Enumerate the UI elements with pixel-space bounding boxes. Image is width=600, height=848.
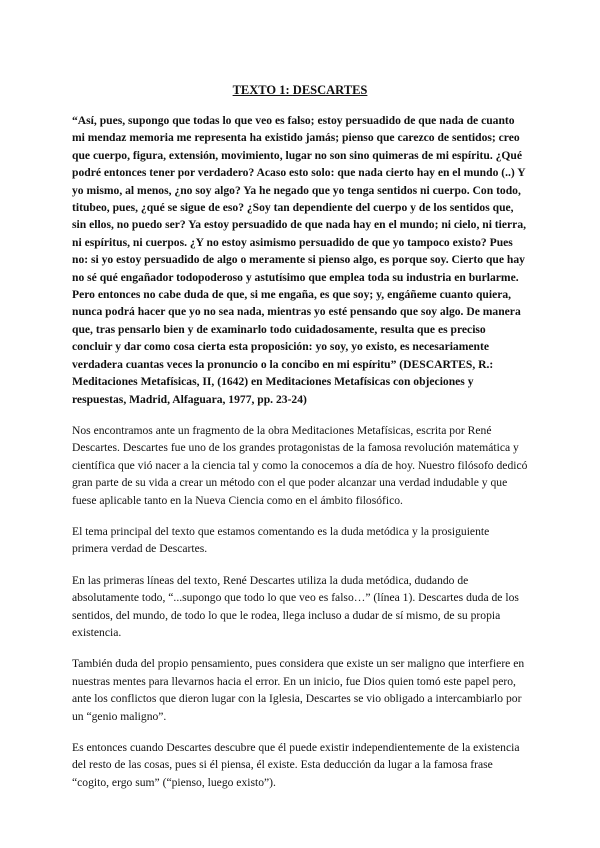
descartes-quote: “Así, pues, supongo que todas lo que veo es falso; estoy persuadido de que nada de cuanto mi mendaz memoria me representa ha existido jamás; pienso que carezco de sentidos; creo que cuerpo, figura, extensión, movimiento, lugar no son sino quimeras de mi espíritu. ¿Qué podré entonces tener por verdadero? Acaso esto solo: que nada cierto hay en el mundo (..) Y yo mismo, al menos, ¿no soy algo? Ya he negado que yo tenga sentidos ni cuerpo. Con todo, titubeo, pues, ¿qué se sigue de eso? ¿Soy tan dependiente del cuerpo y de los sentidos que, sin ellos, no puedo ser? Ya estoy persuadido de que nada hay en el mundo; ni cielo, ni tierra, ni espíritus, ni cuerpos. ¿Y no estoy asimismo persuadido de que yo tampoco existo? Pues no: si yo estoy persuadido de algo o meramente si pienso algo, es porque soy. Cierto que hay no sé qué engañador todopoderoso y astutísimo que emplea toda su industria en burlarme. Pero entonces no cabe duda de que, si me engaña, es que soy; y, engáñeme cuanto quiera, nunca podrá hacer que yo no sea nada, mientras yo esté pensando que soy algo. De manera que, tras pensarlo bien y de examinarlo todo cuidadosamente, resulta que es preciso concluir y dar como cosa cierta esta proposición: yo soy, yo existo, es necesariamente verdadera cuantas veces la pronuncio o la concibo en mi espíritu” (DESCARTES, R.: Meditaciones Metafísicas, II, (1642) en Meditaciones Metafísicas con objeciones y respuestas, Madrid, Alfaguara, 1977, pp. 23-24) [72,114,527,406]
paragraph-cogito: Es entonces cuando Descartes descubre que él puede existir independientemente de la existencia del resto de las cosas, pues si él piensa, él existe. Esta deducción da lugar a la famosa frase “cogito, ergo sum” (“pienso, luego existo”). [72,741,520,789]
document-title: TEXTO 1: DESCARTES [232,83,368,97]
paragraph-methodical-doubt: En las primeras líneas del texto, René Descartes utiliza la duda metódica, dudando de absolutamente todo, “...supongo que todo lo que veo es falso…” (línea 1). Descartes duda de los sentidos, del mundo, de todo lo que le rodea, llega incluso a dudar de sí mismo, de su propia existencia. [72,573,519,639]
paragraph-evil-genius: También duda del propio pensamiento, pues considera que existe un ser maligno que interfiere en nuestras mentes para llevarnos hacia el error. En un inicio, fue Dios quien tomó este papel pero, ante los conflictos que dieron lugar con la Iglesia, Descartes se vio obligado a intercambiarlo por un “genio maligno”. [72,657,525,723]
paragraph-introduction: Nos encontramos ante un fragmento de la obra Meditaciones Metafísicas, escrita por René Descartes. Descartes fue uno de los grandes protagonistas de la famosa revolución matemática y científica que vió nacer a la ciencia tal y como la conocemos a día de hoy. Nuestro filósofo dedicó gran parte de su vida a crear un método con el que poder alcanzar una verdad indudable y que fuese aplicable tanto en la Nueva Ciencia como en el ámbito filosófico. [72,423,528,507]
paragraph-main-theme: El tema principal del texto que estamos comentando es la duda metódica y la prosiguiente primera verdad de Descartes. [72,524,490,556]
